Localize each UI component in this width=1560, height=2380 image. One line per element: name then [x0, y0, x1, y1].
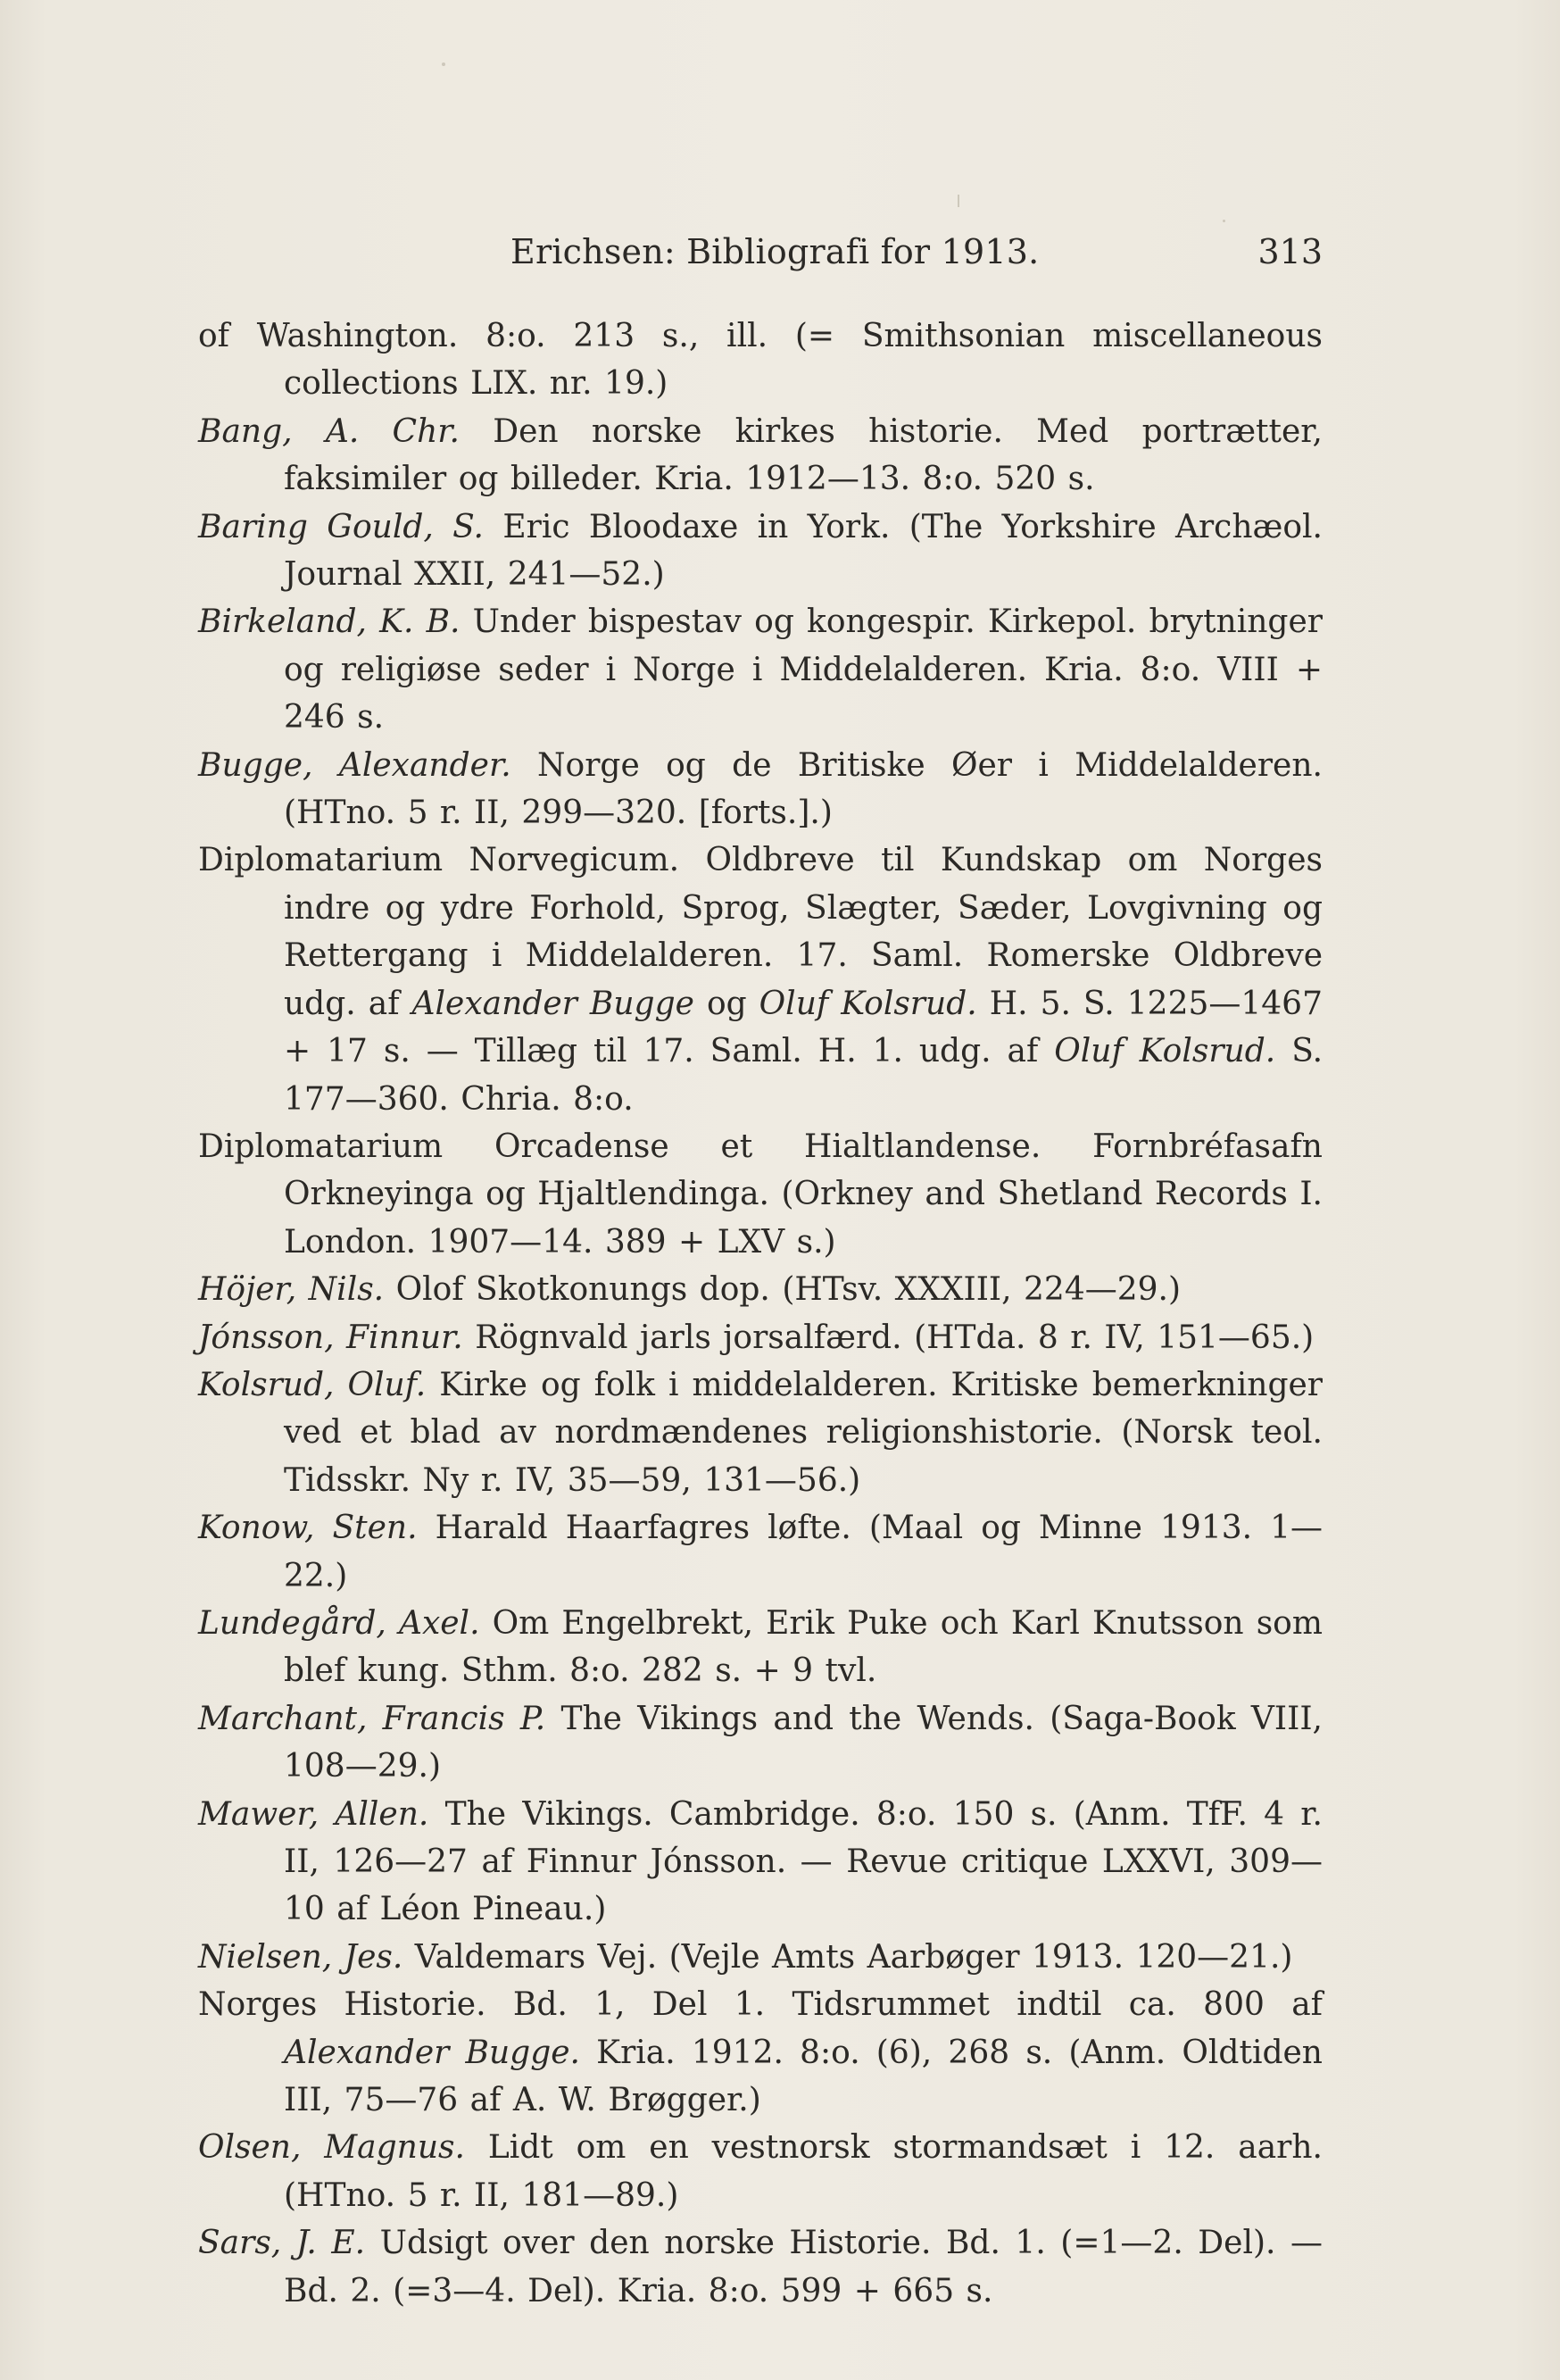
entry-author: Mawer, Allen.: [198, 1795, 429, 1833]
entry-author: Höjer, Nils.: [198, 1271, 385, 1309]
entry-author: Jónsson, Finnur.: [198, 1319, 463, 1356]
bibliography-entry: [198, 1791, 1323, 1934]
page-content: [198, 232, 1323, 2315]
entry-text: Norge og de Britiske Øer i Middelalderen. (HTno. 5 r. II, 299—320. [forts.].): [284, 746, 1323, 832]
entry-text: Den norske kirkes historie. Med portrætter, faksimiler og billeder. Kria. 1912—13. 8:o. 520 s.: [284, 412, 1323, 498]
bibliography-entry: [198, 598, 1323, 741]
bibliography-entry: [198, 503, 1323, 599]
entry-text: H. 5. S. 1225—1467 + 17 s. — Tillæg til 17. Saml. H. 1. udg. af: [284, 985, 1323, 1070]
entry-text: Bd. 1, Del 1. Tidsrummet indtil ca. 800 af: [512, 1986, 1323, 2024]
entry-text: S. 177—360. Chria. 8:o.: [284, 1033, 1324, 1118]
entry-text: Lidt om en vestnorsk stormandsæt i 12. aarh. (HTno. 5 r. II, 181—89.): [284, 2129, 1324, 2214]
entry-author: Bugge, Alexander.: [198, 746, 511, 784]
entry-editor: Alexander Bugge: [411, 985, 694, 1022]
bibliography-entry: [198, 2124, 1323, 2219]
entry-text: Rögnvald jarls jorsalfærd. (HTda. 8 r. IV, 151—65.): [475, 1319, 1315, 1356]
entry-text: Kirke og folk i middelalderen. Kritiske bemerkninger ved et blad av nordmændenes religionshistorie. (Norsk teol. Tidsskr. Ny r. IV, 35—59, 131—56.): [284, 1366, 1323, 1499]
bibliography-entry: [198, 1504, 1323, 1600]
paper-speck: [958, 195, 959, 207]
entry-author: Olsen, Magnus.: [198, 2129, 465, 2167]
entry-author: Sars, J. E.: [198, 2225, 366, 2262]
entry-text: Eric Bloodaxe in York. (The Yorkshire Archæol. Journal XXII, 241—52.): [284, 508, 1323, 594]
entry-text: Kria. 1912. 8:o. (6), 268 s. (Anm. Oldtiden III, 75—76 af A. W. Brøgger.): [284, 2034, 1323, 2119]
entry-lead: Norges Historie.: [198, 1986, 486, 2024]
entry-text: og: [706, 985, 747, 1022]
bibliography-entry: [198, 408, 1323, 503]
bibliography-entry: [198, 1314, 1323, 1361]
entry-author: Lundegård, Axel.: [198, 1604, 480, 1642]
entry-text: Under bispestav og kongespir. Kirkepol. brytninger og religiøse seder i Norge i Middelalderen. Kria. 8:o. VIII + 246 s.: [284, 603, 1323, 736]
entry-lead: Diplomatarium Norvegicum.: [198, 842, 680, 879]
entry-author: Marchant, Francis P.: [198, 1700, 546, 1737]
entry-author: Nielsen, Jes.: [198, 1938, 403, 1976]
bibliography-entry: [198, 742, 1323, 837]
entry-text: Diplomatarium Orcadense et Hialtlandense. Fornbréfasafn Orkneyinga og Hjaltlendinga. (Orkney and Shetland Records I. London. 1907—14. 389 + LXV s.): [198, 1128, 1323, 1261]
entry-editor: Alexander Bugge.: [284, 2034, 580, 2071]
entry-author: Bang, A. Chr.: [198, 412, 460, 450]
entry-author: Kolsrud, Oluf.: [198, 1366, 427, 1403]
entry-text: The Vikings and the Wends. (Saga-Book VIII, 108—29.): [284, 1700, 1323, 1785]
bibliography-entry: [198, 2219, 1323, 2315]
bibliography-entry: [198, 312, 1323, 408]
bibliography-entry: [198, 836, 1323, 1122]
bibliography-entry: [198, 1934, 1323, 1981]
entry-text: of Washington. 8:o. 213 s., ill. (= Smithsonian miscellaneous collections LIX. nr. 19.): [198, 318, 1323, 403]
entry-editor: Oluf Kolsrud.: [1054, 1033, 1276, 1070]
page-number: 313: [1257, 232, 1323, 271]
bibliography-entry: [198, 1981, 1323, 2124]
entry-text: Olof Skotkonungs dop. (HTsv. XXXIII, 224—29.): [395, 1271, 1182, 1309]
entry-text: Valdemars Vej. (Vejle Amts Aarbøger 1913. 120—21.): [414, 1938, 1293, 1976]
bibliography-entry: [198, 1695, 1323, 1791]
entry-author: Birkeland, K. B.: [198, 603, 461, 641]
entry-text: Om Engelbrekt, Erik Puke och Karl Knutsson som blef kung. Sthm. 8:o. 282 s. + 9 tvl.: [284, 1604, 1323, 1690]
paper-speck: [442, 62, 445, 66]
running-head: Erichsen: Bibliografi for 1913.: [510, 232, 1040, 271]
entry-text: Harald Haarfagres løfte. (Maal og Minne 1913. 1—22.): [284, 1510, 1323, 1594]
entry-text: Oldbreve til Kundskap om Norges indre og ydre Forhold, Sprog, Slægter, Sæder, Lovgivning og Rettergang i Middelalderen. 17. Saml. Romerske Oldbreve udg. af: [284, 842, 1323, 1022]
entry-author: Baring Gould, S.: [198, 508, 484, 545]
entry-editor: Oluf Kolsrud.: [759, 985, 977, 1022]
bibliography-entry: [198, 1361, 1323, 1504]
bibliography-entry: [198, 1600, 1323, 1695]
bibliography-entry: [198, 1266, 1323, 1313]
bibliography-entry: [198, 1123, 1323, 1266]
entry-author: Konow, Sten.: [198, 1510, 418, 1547]
paper-speck: [1223, 220, 1225, 222]
entry-text: Udsigt over den norske Historie. Bd. 1. (=1—2. Del). — Bd. 2. (=3—4. Del). Kria. 8:o. 599 + 665 s.: [284, 2225, 1323, 2309]
page-header: [198, 232, 1323, 289]
entry-text: The Vikings. Cambridge. 8:o. 150 s. (Anm. TfF. 4 r. II, 126—27 af Finnur Jónsson. — Revue critique LXXVI, 309—10 af Léon Pineau.): [284, 1795, 1323, 1928]
